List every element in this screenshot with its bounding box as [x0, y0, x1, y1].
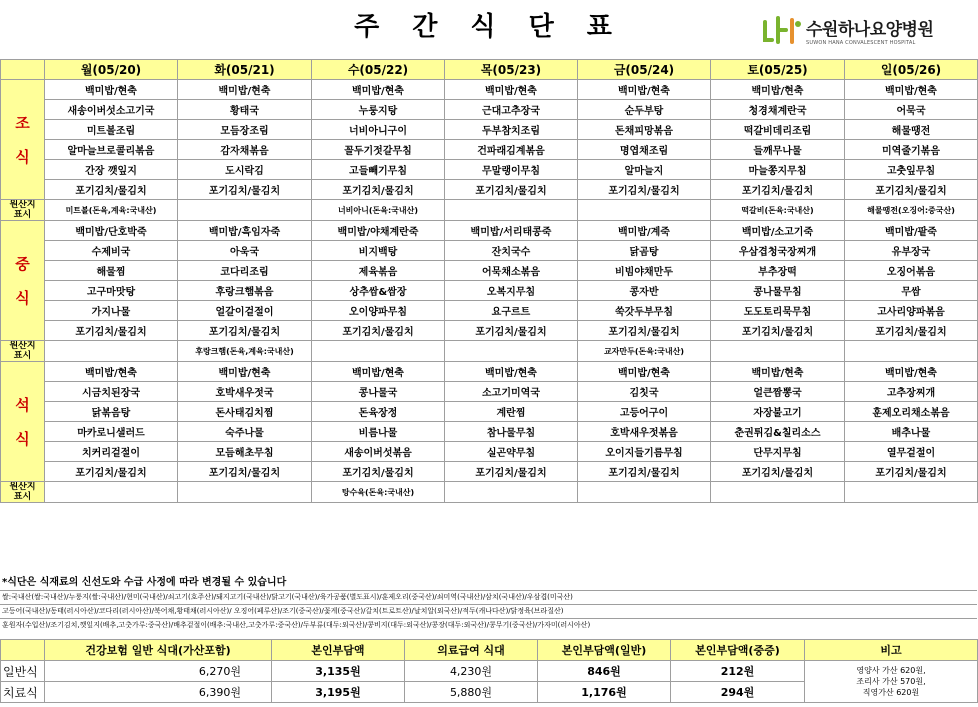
price-value: 6,390원 — [45, 682, 272, 703]
menu-item: 마카로니샐러드 — [45, 422, 178, 442]
menu-row — [1, 301, 978, 321]
price-value: 846원 — [538, 661, 671, 682]
origin-note — [178, 200, 312, 221]
menu-item: 비지백탕 — [312, 241, 445, 261]
menu-item: 포기김치/물김치 — [178, 180, 312, 200]
menu-item: 참나물무침 — [445, 422, 578, 442]
menu-item: 포기김치/물김치 — [845, 321, 978, 341]
menu-item: 얼큰짬뽕국 — [711, 382, 845, 402]
menu-row — [1, 362, 978, 382]
menu-item: 고등어구이 — [578, 402, 711, 422]
meal-price-table — [0, 639, 978, 703]
menu-row — [1, 261, 978, 281]
menu-row — [1, 321, 978, 341]
price-header: 비고 — [805, 640, 978, 661]
price-remark: 영양사 가산 620원, 조리사 가산 570원, 직영가산 620원 — [805, 661, 978, 703]
menu-item: 닭볶음탕 — [45, 402, 178, 422]
menu-item: 꼴두기젓갈무침 — [312, 140, 445, 160]
menu-item: 누룽지탕 — [312, 100, 445, 120]
price-header: 건강보험 일반 식대(가산포함) — [45, 640, 272, 661]
menu-item: 도시락김 — [178, 160, 312, 180]
menu-item: 포기김치/물김치 — [578, 321, 711, 341]
menu-item: 콩자반 — [578, 281, 711, 301]
menu-item: 쑥갓두부무침 — [578, 301, 711, 321]
menu-row — [1, 422, 978, 442]
menu-item: 모듬해초무침 — [178, 442, 312, 462]
menu-row — [1, 80, 978, 100]
menu-item: 포기김치/물김치 — [845, 180, 978, 200]
menu-item: 닭곰탕 — [578, 241, 711, 261]
menu-item: 미역줄기볶음 — [845, 140, 978, 160]
menu-item: 건파래김계볶음 — [445, 140, 578, 160]
menu-item: 호박새우젓국 — [178, 382, 312, 402]
menu-item: 어묵채소볶음 — [445, 261, 578, 281]
hospital-logo — [762, 14, 933, 46]
menu-item: 새송이버섯볶음 — [312, 442, 445, 462]
origin-note — [445, 341, 578, 362]
origin-note — [578, 200, 711, 221]
menu-item: 무말랭이무침 — [445, 160, 578, 180]
menu-item: 유부장국 — [845, 241, 978, 261]
menu-item: 숙주나물 — [178, 422, 312, 442]
origin-note — [312, 341, 445, 362]
menu-item: 마늘쫑지무침 — [711, 160, 845, 180]
menu-item: 고춧잎무침 — [845, 160, 978, 180]
logo-name: 수원하나요양병원 — [806, 19, 934, 40]
day-header: 토(05/25) — [711, 60, 845, 80]
menu-item: 콩나물무침 — [711, 281, 845, 301]
menu-item: 백미밥/소고기죽 — [711, 221, 845, 241]
day-header: 금(05/24) — [578, 60, 711, 80]
menu-item: 청경채계란국 — [711, 100, 845, 120]
menu-row — [1, 160, 978, 180]
menu-item: 감자채볶음 — [178, 140, 312, 160]
menu-row — [1, 180, 978, 200]
day-header: 수(05/22) — [312, 60, 445, 80]
meal-label: 조 식 — [1, 80, 45, 200]
price-value: 212원 — [671, 661, 805, 682]
price-header: 본인부담액(일반) — [538, 640, 671, 661]
menu-item: 치커리겉절이 — [45, 442, 178, 462]
origin-row — [1, 341, 978, 362]
origin-note — [711, 341, 845, 362]
menu-item: 자장불고기 — [711, 402, 845, 422]
menu-item: 근대고추장국 — [445, 100, 578, 120]
menu-item: 백미밥/현축 — [178, 80, 312, 100]
menu-item: 오이지들기름무침 — [578, 442, 711, 462]
menu-item: 계란찜 — [445, 402, 578, 422]
menu-item: 황태국 — [178, 100, 312, 120]
meal-label: 석 식 — [1, 362, 45, 482]
origin-note-line: 훈원자(수입산)/조기김치,깻잎지(배추,고춧가루:중국산)/배추겉절이(배추:국내산,고춧가루:중국산)/두부류(대두:외국산)/콩비지(대두:외국산)/콩장(대두:외국산)/콩무기(중국산)/가자미(러시아산) — [0, 618, 977, 632]
meal-label: 중 식 — [1, 221, 45, 341]
origin-note — [445, 482, 578, 503]
weekly-menu-table — [0, 59, 978, 503]
menu-item: 백미밥/현축 — [845, 80, 978, 100]
menu-item: 돈채피망볶음 — [578, 120, 711, 140]
menu-item: 백미밥/현축 — [312, 80, 445, 100]
menu-item: 들깨무나물 — [711, 140, 845, 160]
menu-item: 백미밥/서리태콩죽 — [445, 221, 578, 241]
menu-item: 우삼겹청국장찌개 — [711, 241, 845, 261]
menu-item: 백미밥/현축 — [711, 362, 845, 382]
origin-note — [845, 482, 978, 503]
menu-item: 포기김치/물김치 — [178, 462, 312, 482]
hana-logo-icon — [762, 14, 802, 46]
price-header: 의료급여 식대 — [405, 640, 538, 661]
price-value: 1,176원 — [538, 682, 671, 703]
menu-item: 미트볼조림 — [45, 120, 178, 140]
menu-item: 포기김치/물김치 — [312, 321, 445, 341]
menu-item: 훈제오리채소볶음 — [845, 402, 978, 422]
menu-row — [1, 100, 978, 120]
menu-item: 백미밥/현축 — [578, 80, 711, 100]
menu-item: 오이양파무침 — [312, 301, 445, 321]
menu-row — [1, 462, 978, 482]
menu-item: 백미밥/팥죽 — [845, 221, 978, 241]
menu-item: 포기김치/물김치 — [578, 180, 711, 200]
menu-item: 새송이버섯소고기국 — [45, 100, 178, 120]
origin-note — [178, 482, 312, 503]
menu-item: 포기김치/물김치 — [312, 462, 445, 482]
menu-item: 소고기미역국 — [445, 382, 578, 402]
menu-item: 해물찜 — [45, 261, 178, 281]
day-header: 목(05/23) — [445, 60, 578, 80]
menu-item: 고구마맛탕 — [45, 281, 178, 301]
price-header: 본인부담액(중증) — [671, 640, 805, 661]
menu-item: 포기김치/물김치 — [445, 462, 578, 482]
menu-item: 요구르트 — [445, 301, 578, 321]
menu-item: 너비아니구이 — [312, 120, 445, 140]
notes-section — [0, 575, 977, 632]
menu-item: 백미밥/현축 — [845, 362, 978, 382]
menu-item: 돈사태김치찜 — [178, 402, 312, 422]
menu-item: 백미밥/계죽 — [578, 221, 711, 241]
origin-note — [445, 200, 578, 221]
menu-item: 백미밥/현축 — [445, 362, 578, 382]
price-value: 294원 — [671, 682, 805, 703]
menu-item: 백미밥/현축 — [45, 362, 178, 382]
menu-item: 포기김치/물김치 — [445, 321, 578, 341]
menu-item: 백미밥/현축 — [711, 80, 845, 100]
menu-item: 포기김치/물김치 — [312, 180, 445, 200]
menu-item: 아욱국 — [178, 241, 312, 261]
menu-item: 도도토리묵무침 — [711, 301, 845, 321]
origin-label: 원산지 표시 — [1, 341, 45, 362]
menu-item: 알마늘지 — [578, 160, 711, 180]
price-row-label: 치료식 — [1, 682, 45, 703]
origin-row — [1, 482, 978, 503]
price-value: 5,880원 — [405, 682, 538, 703]
menu-item: 상추쌈&쌈장 — [312, 281, 445, 301]
menu-item: 어묵국 — [845, 100, 978, 120]
origin-row — [1, 200, 978, 221]
menu-item: 모듬장조림 — [178, 120, 312, 140]
origin-note: 미트볼(돈육,계육:국내산) — [45, 200, 178, 221]
day-header: 일(05/26) — [845, 60, 978, 80]
menu-item: 열무겉절이 — [845, 442, 978, 462]
menu-item: 두부참치조림 — [445, 120, 578, 140]
menu-item: 오징어볶음 — [845, 261, 978, 281]
day-header-row — [1, 60, 978, 80]
price-header-row — [1, 640, 978, 661]
menu-item: 간장 깻잎지 — [45, 160, 178, 180]
menu-item: 고들빼기무침 — [312, 160, 445, 180]
menu-item: 후랑크햄볶음 — [178, 281, 312, 301]
origin-note: 탕수육(돈육:국내산) — [312, 482, 445, 503]
origin-note — [845, 341, 978, 362]
menu-item: 코다리조림 — [178, 261, 312, 281]
menu-item: 포기김치/물김치 — [711, 462, 845, 482]
menu-item: 해물땡전 — [845, 120, 978, 140]
origin-note: 교자만두(돈육:국내산) — [578, 341, 711, 362]
origin-note: 떡갈비(돈육:국내산) — [711, 200, 845, 221]
origin-note: 후랑크햄(돈육,계육:국내산) — [178, 341, 312, 362]
menu-item: 춘권튀김&칠리소스 — [711, 422, 845, 442]
origin-note: 해물땡전(오징어:중국산) — [845, 200, 978, 221]
menu-item: 비름나물 — [312, 422, 445, 442]
menu-item: 오복지무침 — [445, 281, 578, 301]
menu-row — [1, 140, 978, 160]
origin-note — [578, 482, 711, 503]
menu-row — [1, 120, 978, 140]
menu-item: 알마늘브로콜리볶음 — [45, 140, 178, 160]
menu-item: 포기김치/물김치 — [845, 462, 978, 482]
price-value: 3,195원 — [272, 682, 405, 703]
menu-item: 순두부탕 — [578, 100, 711, 120]
page-title: 주 간 식 단 표 — [354, 12, 624, 42]
corner-cell — [1, 60, 45, 80]
menu-item: 배추나물 — [845, 422, 978, 442]
origin-label: 원산지 표시 — [1, 482, 45, 503]
menu-item: 수제비국 — [45, 241, 178, 261]
price-value: 3,135원 — [272, 661, 405, 682]
menu-item: 백미밥/흑임자죽 — [178, 221, 312, 241]
menu-item: 고사리양파볶음 — [845, 301, 978, 321]
menu-row — [1, 382, 978, 402]
menu-item: 얼갈이겉절이 — [178, 301, 312, 321]
menu-item: 고추장찌개 — [845, 382, 978, 402]
menu-row — [1, 241, 978, 261]
menu-item: 무쌈 — [845, 281, 978, 301]
menu-item: 김칫국 — [578, 382, 711, 402]
menu-item: 포기김치/물김치 — [45, 180, 178, 200]
price-value: 6,270원 — [45, 661, 272, 682]
menu-item: 명엽채조림 — [578, 140, 711, 160]
menu-item: 백미밥/현축 — [445, 80, 578, 100]
menu-item: 돈육장정 — [312, 402, 445, 422]
menu-item: 호박새우젓볶음 — [578, 422, 711, 442]
menu-item: 시금치된장국 — [45, 382, 178, 402]
menu-item: 단무지무침 — [711, 442, 845, 462]
origin-note: 너비아니(돈육:국내산) — [312, 200, 445, 221]
menu-item: 잔치국수 — [445, 241, 578, 261]
menu-item: 포기김치/물김치 — [578, 462, 711, 482]
menu-item: 가지나물 — [45, 301, 178, 321]
logo-subtitle: SUWON HANA CONVALESCENT HOSPITAL — [806, 39, 916, 46]
menu-item: 포기김치/물김치 — [45, 321, 178, 341]
price-row-label: 일반식 — [1, 661, 45, 682]
origin-label: 원산지 표시 — [1, 200, 45, 221]
menu-row — [1, 442, 978, 462]
menu-item: 백미밥/현축 — [578, 362, 711, 382]
menu-item: 백미밥/단호박죽 — [45, 221, 178, 241]
menu-item: 백미밥/야채계란죽 — [312, 221, 445, 241]
menu-item: 포기김치/물김치 — [445, 180, 578, 200]
menu-item: 실곤약무침 — [445, 442, 578, 462]
price-header: 본인부담액 — [272, 640, 405, 661]
price-header — [1, 640, 45, 661]
menu-row — [1, 221, 978, 241]
menu-item: 포기김치/물김치 — [711, 321, 845, 341]
menu-item: 콩나물국 — [312, 382, 445, 402]
origin-note — [45, 482, 178, 503]
day-header: 화(05/21) — [178, 60, 312, 80]
origin-note-line: 쌀:국내산(쌀:국내산)/누룽지(쌀:국내산)/현미(국내산)/쇠고기(호주산)/돼지고기(국내산)/닭고기(국내산)/육가공품(별도표시)/훈제오리(중국산)/쇠미역(국내산)/삼치(국내산)/우삼겹(미국산) — [0, 590, 977, 604]
menu-item: 백미밥/현축 — [178, 362, 312, 382]
origin-note — [711, 482, 845, 503]
menu-row — [1, 402, 978, 422]
menu-item: 부추장떡 — [711, 261, 845, 281]
price-row — [1, 661, 978, 682]
menu-item: 포기김치/물김치 — [45, 462, 178, 482]
origin-note — [45, 341, 178, 362]
menu-item: 떡갈비데리조림 — [711, 120, 845, 140]
price-value: 4,230원 — [405, 661, 538, 682]
menu-item: 포기김치/물김치 — [711, 180, 845, 200]
menu-item: 포기김치/물김치 — [178, 321, 312, 341]
menu-item: 백미밥/현축 — [45, 80, 178, 100]
day-header: 월(05/20) — [45, 60, 178, 80]
menu-row — [1, 281, 978, 301]
notes-heading: *식단은 식재료의 신선도와 수급 사정에 따라 변경될 수 있습니다 — [2, 577, 287, 588]
menu-item: 비빔야채만두 — [578, 261, 711, 281]
menu-item: 제육볶음 — [312, 261, 445, 281]
origin-note-line: 고등어(국내산)/동태(러시아산)/코다리(러시아산)/북어채,황태채(러시아산)/ 오징어(페루산)/조기(중국산)/꽃게(중국산)/갈치(트로트산)/날치알(외국산)/적두(캐나다산)/닭정육(브라질산) — [0, 604, 977, 618]
menu-item: 백미밥/현축 — [312, 362, 445, 382]
